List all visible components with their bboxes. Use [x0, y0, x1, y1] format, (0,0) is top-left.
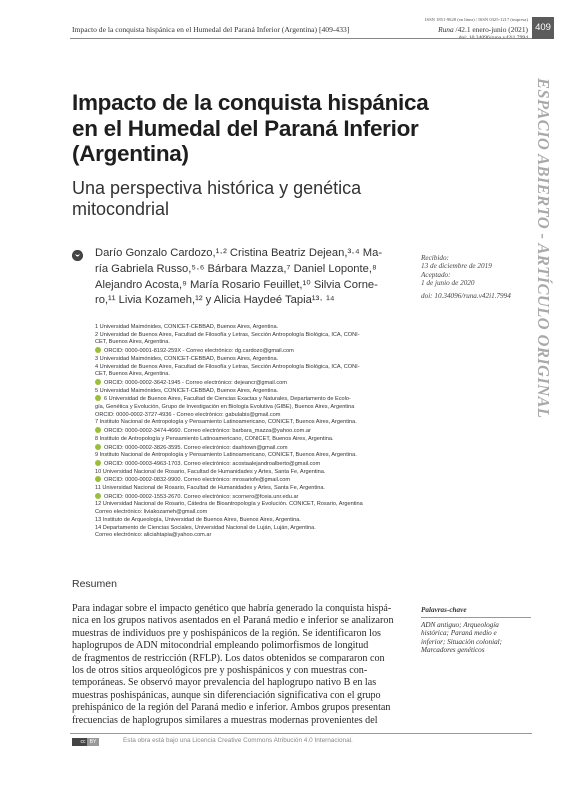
section-label-strip: [526, 78, 562, 428]
affiliation-text: 13 Instituto de Arqueología, Universidad de Buenos Aires, Buenos Aires, Argentina.: [95, 516, 301, 523]
cc-by-label: BY: [89, 739, 97, 745]
affiliation-text: CET, Buenos Aires, Argentina.: [95, 339, 170, 346]
affiliation-text: 5 Universidad Maimónides, CONICET-CEBBAD, Buenos Aires, Argentina.: [95, 387, 279, 394]
affiliation-line: [95, 452, 415, 460]
keywords-divider: [421, 617, 531, 618]
footer-divider: [70, 733, 532, 734]
affiliation-line: [95, 517, 415, 525]
affiliation-text: Correo electrónico: liviakozameh@gmail.com: [95, 509, 208, 516]
abstract-body: [72, 603, 412, 727]
affiliation-line: [95, 339, 415, 347]
affiliation-line: [95, 532, 415, 540]
keyword-line: inferior; Situación colonial;: [421, 637, 503, 646]
affiliation-text: gía, Genética y Evolución, Grupo de Investigación en Biología Evolutiva (GIBE), Buenos Aires, Argentina: [95, 404, 355, 411]
header-doi[interactable]: doi: 10.34096/runa.v42i1.7994: [458, 35, 528, 41]
abstract-line: Para indagar sobre el impacto genético que habría generado la conquista hispá-: [72, 603, 392, 614]
affiliation-text: ORCID: 0000-0002-3826-3595. Correo electrónico: dashtown@gmail.com: [104, 444, 288, 451]
article-dates: [421, 254, 531, 300]
keyword-line: Marcadores genéticos: [421, 645, 485, 654]
affiliation-line: [95, 509, 415, 517]
affiliation-line: [95, 493, 415, 502]
affiliation-text: 1 Universidad Maimónides, CONICET-CEBBAD, Buenos Aires, Argentina.: [95, 324, 279, 330]
abstract-line: nica en los grupos nativos asentados en el Paraná medio e inferior se analizaron: [72, 615, 394, 627]
author-list: [95, 246, 405, 309]
affiliation-text: CET, Buenos Aires, Argentina.: [95, 371, 170, 378]
orcid-icon[interactable]: [72, 250, 83, 261]
keywords-list: [421, 621, 531, 654]
abstract-line: muestras poshispánicas, aunque sin diferenciación significativa con el grupo: [72, 689, 381, 701]
journal-issue: /42.1 enero-junio (2021): [453, 25, 528, 34]
affiliation-text: 3 Universidad Maimónides, CONICET-CEBBAD, Buenos Aires, Argentina.: [95, 355, 279, 362]
affiliation-line: [95, 427, 415, 436]
orcid-icon[interactable]: [95, 347, 101, 353]
license-text[interactable]: Esta obra está bajo una Licencia Creative Commons Atribución 4.0 Internacional.: [123, 737, 353, 744]
affiliation-line: [95, 525, 415, 533]
affiliation-line: [95, 332, 415, 340]
affiliation-line: [95, 419, 415, 427]
affiliation-text: ORCID: 0000-0002-3642-1945 - Correo electrónico: dejeancr@gmail.com: [104, 379, 287, 386]
abstract-heading: Resumen: [72, 578, 117, 590]
orcid-icon[interactable]: [95, 476, 101, 482]
creative-commons-badge[interactable]: cc: [72, 738, 94, 746]
affiliation-line: [95, 371, 415, 379]
affiliation-line: [95, 501, 415, 509]
affiliation-line: [95, 395, 415, 404]
keyword-line: histórica; Paraná medio e: [421, 629, 497, 638]
issn: ISSN 1851-9628 (en línea) / ISSN 0325-1217 (impresa): [425, 17, 528, 22]
abstract-line: de fragmentos de restricción (RFLP). Los datos obtenidos se compararon con: [72, 652, 385, 664]
abstract-line: temporáneas. Se observó mayor prevalencia del haplogrupo nativo B en las: [72, 677, 377, 689]
affiliation-text: ORCID: 0000-0002-0832-9900. Correo electrónico: mrosariofe@gmail.com: [104, 477, 291, 484]
affiliation-text: 14 Departamento de Ciencias Sociales, Universidad Nacional de Luján, Luján, Argentina.: [95, 524, 316, 531]
abstract-line: prehispánico de la región del Paraná medio e inferior. Ambos grupos presentan: [72, 702, 391, 714]
journal-name: Runa: [438, 25, 454, 34]
affiliation-text: ORCID: 0000-0002-3727-4936 - Correo electrónico: gabulabis@gmail.com: [95, 411, 281, 418]
orcid-icon[interactable]: [95, 444, 101, 450]
author-line: ro,¹¹ Livia Kozameh,¹² y Alicia Haydeé Tapia¹³· ¹⁴: [95, 294, 335, 307]
orcid-icon[interactable]: [95, 427, 101, 433]
article-doi[interactable]: doi: 10.34096/runa.v42i1.7994: [421, 291, 511, 300]
keywords-heading: Palavras-chave: [421, 606, 467, 614]
orcid-icon[interactable]: [95, 493, 101, 499]
orcid-glyph: [72, 250, 83, 261]
article-subtitle: [72, 178, 492, 219]
orcid-icon[interactable]: [95, 460, 101, 466]
subtitle-line: Una perspectiva histórica y genética: [72, 178, 362, 198]
article-title: [72, 90, 512, 167]
affiliation-line: [95, 469, 415, 477]
affiliation-line: [95, 324, 415, 332]
accepted-label: Aceptado:: [421, 270, 451, 279]
affiliation-line: [95, 379, 415, 388]
abstract-line: los de otros sitios arqueológicos pre y poshispánicos y con muestras con-: [72, 665, 368, 677]
journal-citation: [410, 25, 528, 34]
received-date: 13 de diciembre de 2019: [421, 262, 492, 271]
abstract-line: muestras de individuos pre y poshispánicos de la región. Se identificaron los: [72, 627, 381, 639]
affiliation-text: 9 Instituto Nacional de Antropología y Pensamiento Latinoamericano, CONICET, Buenos Aires, Argentina.: [95, 452, 357, 459]
affiliation-text: ORCID: 0000-0003-4963-1703. Correo electrónico: acostaalejandroalberto@gmail.com: [104, 460, 321, 467]
header-divider: [70, 38, 532, 39]
abstract-line: haplogrupos de ADN mitocondrial empleando polimorfismos de longitud: [72, 640, 369, 652]
orcid-icon[interactable]: [95, 395, 101, 401]
cc-by-badge: [87, 738, 99, 746]
affiliation-line: [95, 444, 415, 453]
keyword-line: ADN antiguo; Arqueología: [421, 621, 499, 629]
affiliation-text: 12 Universidad Nacional de Rosario, Cátedra de Bioantropología y Evolución. CONICET, Rosario, Argentina: [95, 501, 363, 508]
author-line: ría Gabriela Russo,⁵·⁶ Bárbara Mazza,⁷ Daniel Loponte,⁸: [95, 262, 377, 275]
affiliation-line: [95, 388, 415, 396]
affiliation-text: 8 Instituto de Antropología y Pensamiento Latinoamericano, CONICET, Buenos Aires, Argentina.: [95, 435, 334, 442]
title-line: (Argentina): [72, 141, 189, 166]
running-title: Impacto de la conquista hispánica en el Humedal del Paraná Inferior (Argentina) [409-433]: [72, 25, 350, 34]
author-line: Alejandro Acosta,⁹ María Rosario Feuillet,¹⁰ Silvia Corne-: [95, 278, 378, 291]
author-line: Darío Gonzalo Cardozo,¹·² Cristina Beatriz Dejean,³·⁴ Ma-: [95, 247, 383, 259]
affiliation-line: [95, 476, 415, 485]
affiliation-text: 7 Instituto Nacional de Antropología y Pensamiento Latinoamericano, CONICET, Buenos Aires, Argentina.: [95, 419, 357, 426]
affiliation-text: Correo electrónico: aliciahtapia@yahoo.com.ar: [95, 532, 212, 539]
affiliation-line: [95, 404, 415, 412]
affiliations-list: [95, 324, 415, 540]
abstract-line: frecuencias de haplogrupos similares a muestras modernas provenientes del: [72, 714, 378, 726]
subtitle-line: mitocondrial: [72, 198, 170, 219]
affiliation-text: 10 Universidad Nacional de Rosario, Facultad de Humanidades y Artes, Santa Fe, Argentina.: [95, 468, 326, 475]
page-number: 409: [532, 17, 554, 39]
affiliation-text: 4 Universidad de Buenos Aires, Facultad de Filosofía y Letras, Sección Antropología Biológica, ICA, CONI-: [95, 363, 360, 370]
affiliation-text: ORCID: 0000-0002-3474-4660. Correo electrónico: barbara_mazza@yahoo.com.ar: [104, 428, 311, 435]
affiliation-line: [95, 347, 415, 356]
received-label: Recibido:: [421, 254, 449, 262]
affiliation-line: [95, 356, 415, 364]
affiliation-text: 2 Universidad de Buenos Aires, Facultad de Filosofía y Letras, Sección Antropología Biológica, ICA, CONI-: [95, 331, 360, 338]
affiliation-line: [95, 436, 415, 444]
section-label: ESPACIO ABIERTO - ARTÍCULO ORIGINAL: [534, 78, 553, 419]
affiliation-text: ORCID: 0000-0002-1553-2670. Correo electrónico: scornero@fceia.unr.edu.ar: [104, 493, 299, 500]
accepted-date: 1 de junio de 2020: [421, 279, 475, 288]
affiliation-line: [95, 485, 415, 493]
affiliation-line: [95, 460, 415, 469]
affiliation-text: 11 Universidad Nacional de Rosario, Facultad de Humanidades y Artes, Santa Fe, Argentina.: [95, 485, 325, 492]
title-line: en el Humedal del Paraná Inferior: [72, 115, 419, 141]
affiliation-line: [95, 412, 415, 420]
affiliation-line: [95, 364, 415, 372]
affiliation-text: 6 Universidad de Buenos Aires, Facultad de Ciencias Exactas y Naturales, Departamento de Ecolo-: [104, 396, 351, 403]
title-line: Impacto de la conquista hispánica: [72, 90, 429, 115]
orcid-icon[interactable]: [95, 379, 101, 385]
affiliation-text: ORCID: 0000-0001-8192-259X - Correo electrónico: dg.cardozo@gmail.com: [104, 348, 294, 355]
